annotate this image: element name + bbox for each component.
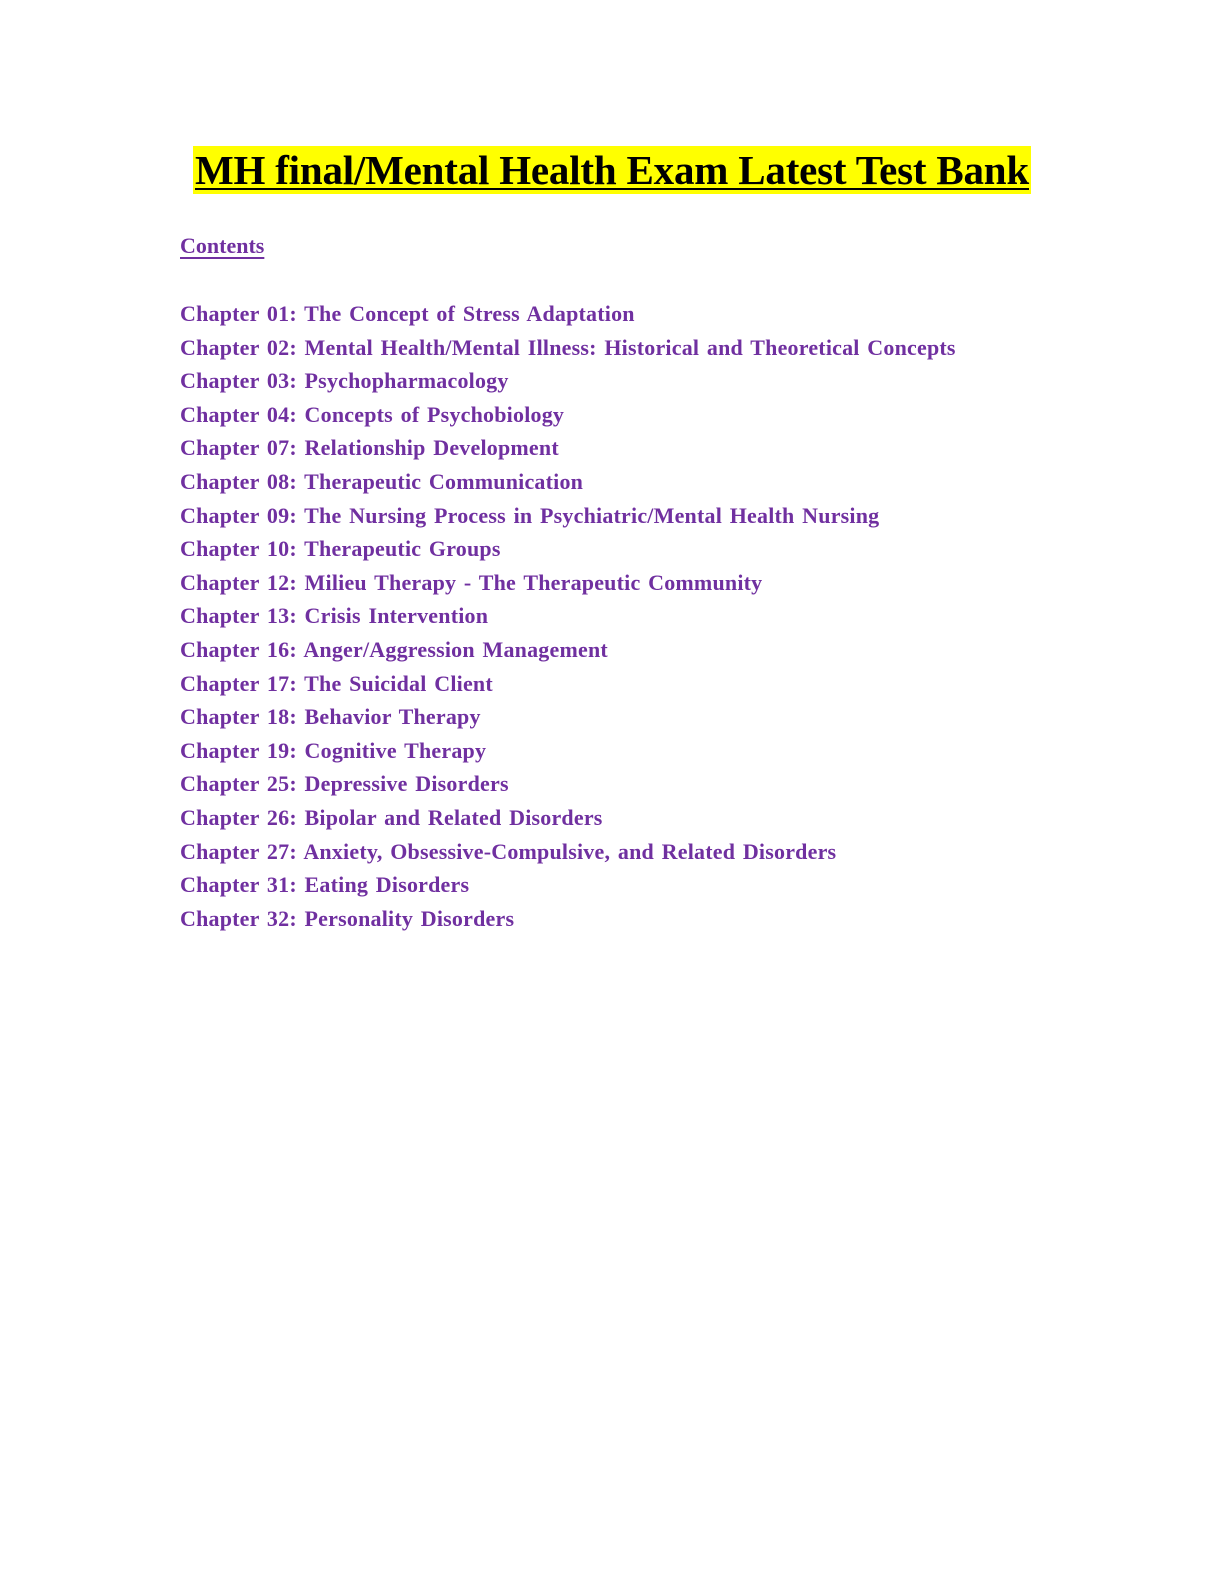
toc-entry-chapter-12[interactable]: Chapter 12: Milieu Therapy - The Therapeutic Community <box>180 569 763 595</box>
toc-entry-chapter-26[interactable]: Chapter 26: Bipolar and Related Disorders <box>180 804 603 830</box>
toc-entry-chapter-08[interactable]: Chapter 08: Therapeutic Communication <box>180 468 584 494</box>
toc-entry-chapter-02[interactable]: Chapter 02: Mental Health/Mental Illness: Historical and Theoretical Concepts <box>180 334 956 360</box>
toc-entry-chapter-27[interactable]: Chapter 27: Anxiety, Obsessive-Compulsive, and Related Disorders <box>180 838 837 864</box>
toc-entry-chapter-19[interactable]: Chapter 19: Cognitive Therapy <box>180 737 487 763</box>
toc-entry-chapter-31[interactable]: Chapter 31: Eating Disorders <box>180 872 470 898</box>
toc-entry-chapter-10[interactable]: Chapter 10: Therapeutic Groups <box>180 536 501 562</box>
toc-entry-chapter-03[interactable]: Chapter 03: Psychopharmacology <box>180 368 509 394</box>
contents-heading[interactable]: Contents <box>180 233 265 258</box>
toc-entry-chapter-18[interactable]: Chapter 18: Behavior Therapy <box>180 704 481 730</box>
toc-entry-chapter-17[interactable]: Chapter 17: The Suicidal Client <box>180 670 493 696</box>
table-of-contents <box>180 297 956 935</box>
toc-entry-chapter-13[interactable]: Chapter 13: Crisis Intervention <box>180 603 489 629</box>
document-title: MH final/Mental Health Exam Latest Test Bank <box>194 147 1029 193</box>
toc-entry-chapter-01[interactable]: Chapter 01: The Concept of Stress Adaptation <box>180 301 635 326</box>
toc-entry-chapter-07[interactable]: Chapter 07: Relationship Development <box>180 435 559 461</box>
toc-entry-chapter-16[interactable]: Chapter 16: Anger/Aggression Management <box>180 636 608 662</box>
title-container <box>0 146 1224 194</box>
toc-entry-chapter-09[interactable]: Chapter 09: The Nursing Process in Psychiatric/Mental Health Nursing <box>180 502 880 528</box>
toc-entry-chapter-32[interactable]: Chapter 32: Personality Disorders <box>180 905 515 931</box>
toc-entry-chapter-25[interactable]: Chapter 25: Depressive Disorders <box>180 771 509 797</box>
toc-entry-chapter-04[interactable]: Chapter 04: Concepts of Psychobiology <box>180 401 565 427</box>
